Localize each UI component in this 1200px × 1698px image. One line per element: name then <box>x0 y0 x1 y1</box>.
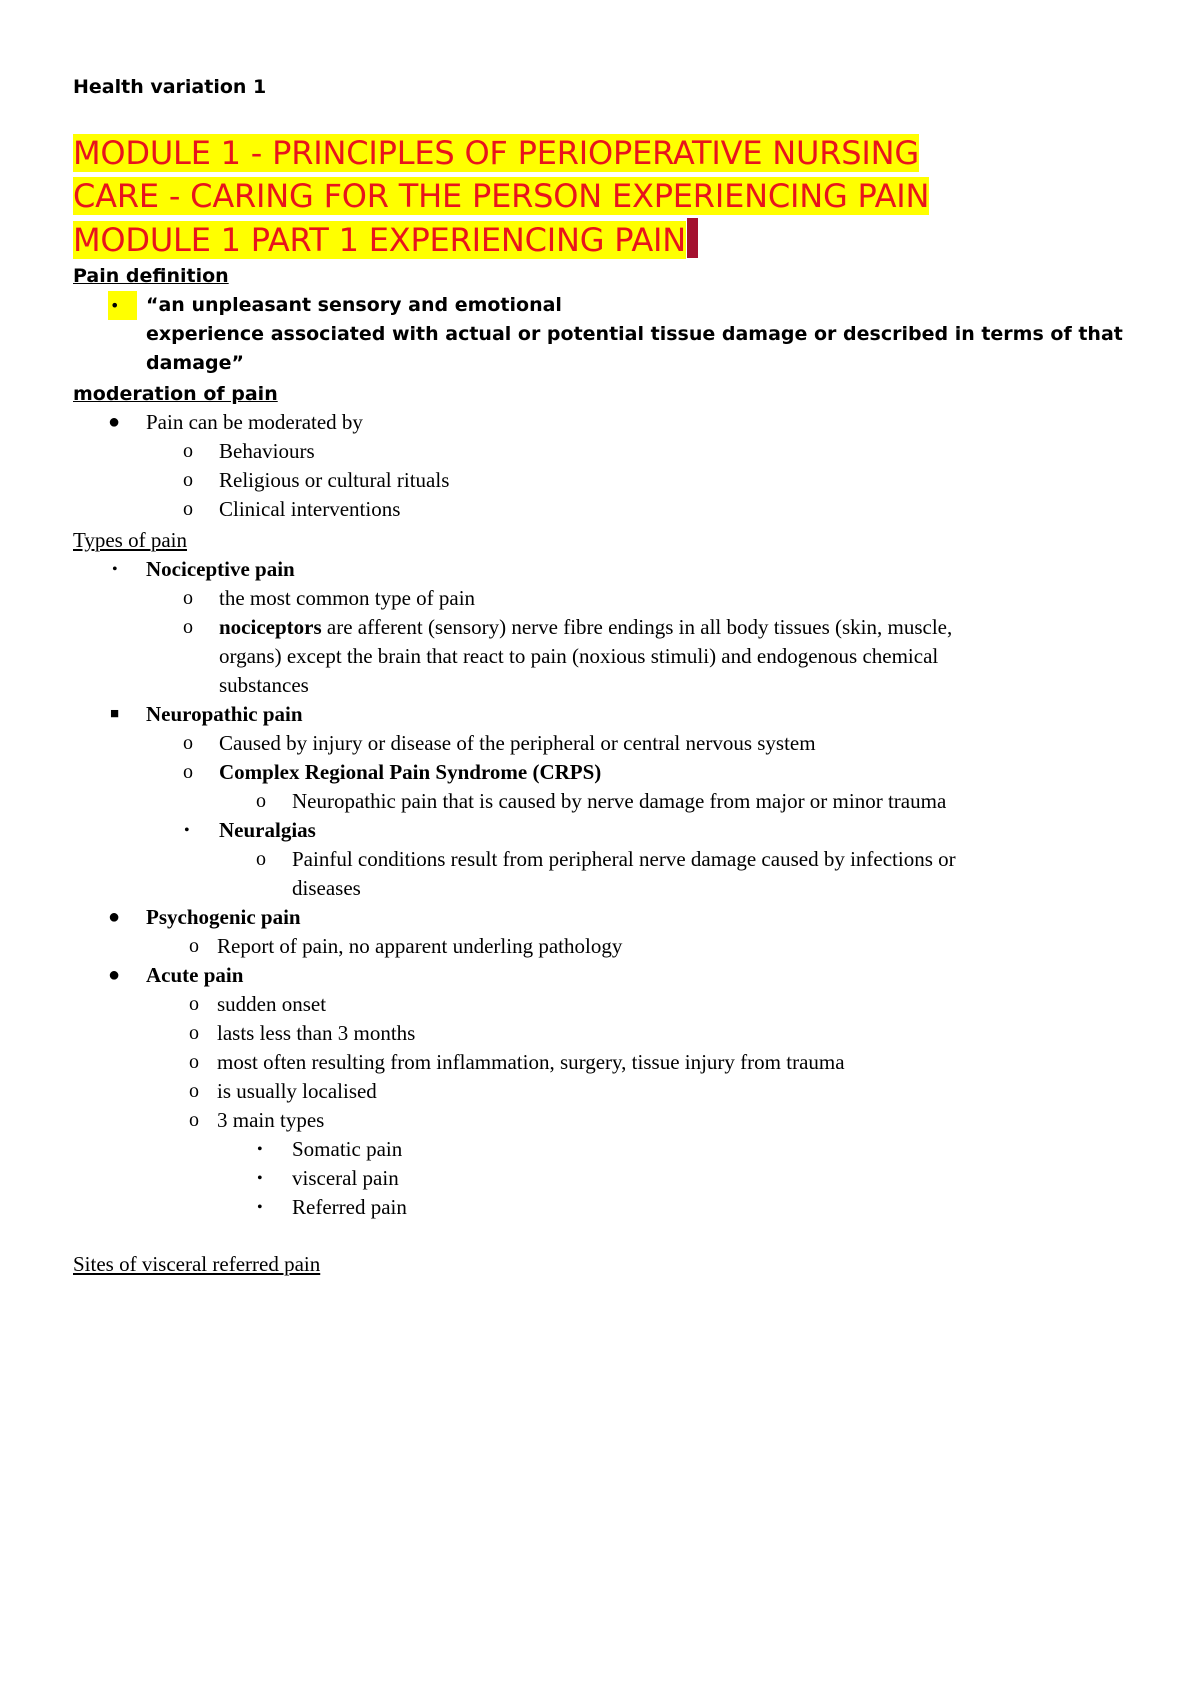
bullet-icon: ● <box>108 411 121 433</box>
circle-bullet-icon: o <box>183 761 193 783</box>
neuralgias-line-2: diseases <box>292 876 361 900</box>
circle-bullet-icon: o <box>189 1051 199 1073</box>
circle-bullet-icon: o <box>183 440 193 462</box>
circle-bullet-icon: o <box>189 1022 199 1044</box>
circle-bullet-icon: o <box>189 993 199 1015</box>
neuropathic-title: Neuropathic pain <box>146 702 303 726</box>
crps-title: Complex Regional Pain Syndrome (CRPS) <box>219 760 602 784</box>
nociceptive-item-2-line-1 <box>219 613 952 642</box>
pain-definition-line-3: damage” <box>146 352 245 374</box>
circle-bullet-icon: o <box>183 616 193 638</box>
highlighted-bullet-icon: • <box>108 291 137 320</box>
module-heading <box>73 132 929 262</box>
acute-subtype: Referred pain <box>292 1195 407 1219</box>
neuralgias-title: Neuralgias <box>219 818 316 842</box>
acute-subtype: visceral pain <box>292 1166 399 1190</box>
bullet-icon: • <box>112 561 118 578</box>
nociceptive-item-2-line-3: substances <box>219 673 309 697</box>
sites-heading: Sites of visceral referred pain <box>73 1252 321 1276</box>
acute-item: sudden onset <box>217 992 327 1016</box>
circle-bullet-icon: o <box>256 848 266 870</box>
crps-item: Neuropathic pain that is caused by nerve damage from major or minor trauma <box>292 789 947 813</box>
neuropathic-item-1: Caused by injury or disease of the peripheral or central nervous system <box>219 731 816 755</box>
nociceptors-term: nociceptors <box>219 615 322 639</box>
bullet-icon: • <box>257 1170 263 1187</box>
bullet-icon: ● <box>108 964 121 986</box>
circle-bullet-icon: o <box>189 935 199 957</box>
circle-bullet-icon: o <box>183 587 193 609</box>
acute-subtype: Somatic pain <box>292 1137 403 1161</box>
nociceptors-definition: are afferent (sensory) nerve fibre endings in all body tissues (skin, muscle, <box>321 615 953 639</box>
circle-bullet-icon: o <box>189 1109 199 1131</box>
pain-definition-heading: Pain definition <box>73 265 229 287</box>
acute-item: 3 main types <box>217 1108 325 1132</box>
neuralgias-line-1: Painful conditions result from peripheral nerve damage caused by infections or <box>292 847 956 871</box>
nociceptive-item-1: the most common type of pain <box>219 586 476 610</box>
nociceptive-item-2-line-2: organs) except the brain that react to pain (noxious stimuli) and endogenous chemical <box>219 644 939 668</box>
square-bullet-icon: ■ <box>110 706 120 722</box>
circle-bullet-icon: o <box>183 469 193 491</box>
circle-bullet-icon: o <box>189 1080 199 1102</box>
bullet-icon: • <box>184 822 190 839</box>
acute-title: Acute pain <box>146 963 244 987</box>
module-heading-line-1: MODULE 1 - PRINCIPLES OF PERIOPERATIVE NURSING <box>73 134 919 172</box>
moderation-item: Clinical interventions <box>219 497 401 521</box>
moderation-item: Religious or cultural rituals <box>219 468 450 492</box>
document-title: Health variation 1 <box>73 76 267 98</box>
types-heading: Types of pain <box>73 528 188 552</box>
bullet-icon: • <box>257 1199 263 1216</box>
acute-item: lasts less than 3 months <box>217 1021 416 1045</box>
moderation-heading: moderation of pain <box>73 383 278 405</box>
circle-bullet-icon: o <box>183 498 193 520</box>
moderation-item: Behaviours <box>219 439 315 463</box>
module-heading-line-3: MODULE 1 PART 1 EXPERIENCING PAIN <box>73 221 686 259</box>
acute-item: is usually localised <box>217 1079 377 1103</box>
psychogenic-item-1: Report of pain, no apparent underling pathology <box>217 934 623 958</box>
pain-definition-line-2: experience associated with actual or potential tissue damage or described in terms of that <box>146 323 1123 345</box>
moderation-intro: Pain can be moderated by <box>146 410 363 434</box>
acute-item: most often resulting from inflammation, surgery, tissue injury from trauma <box>217 1050 845 1074</box>
circle-bullet-icon: o <box>183 732 193 754</box>
bullet-icon: ● <box>108 906 121 928</box>
pain-definition-line-1: “an unpleasant sensory and emotional <box>146 294 562 316</box>
circle-bullet-icon: o <box>256 790 266 812</box>
psychogenic-title: Psychogenic pain <box>146 905 301 929</box>
module-heading-line-2: CARE - CARING FOR THE PERSON EXPERIENCING PAIN <box>73 177 930 215</box>
text-cursor <box>687 218 698 258</box>
nociceptive-title: Nociceptive pain <box>146 557 295 581</box>
bullet-icon: • <box>257 1141 263 1158</box>
